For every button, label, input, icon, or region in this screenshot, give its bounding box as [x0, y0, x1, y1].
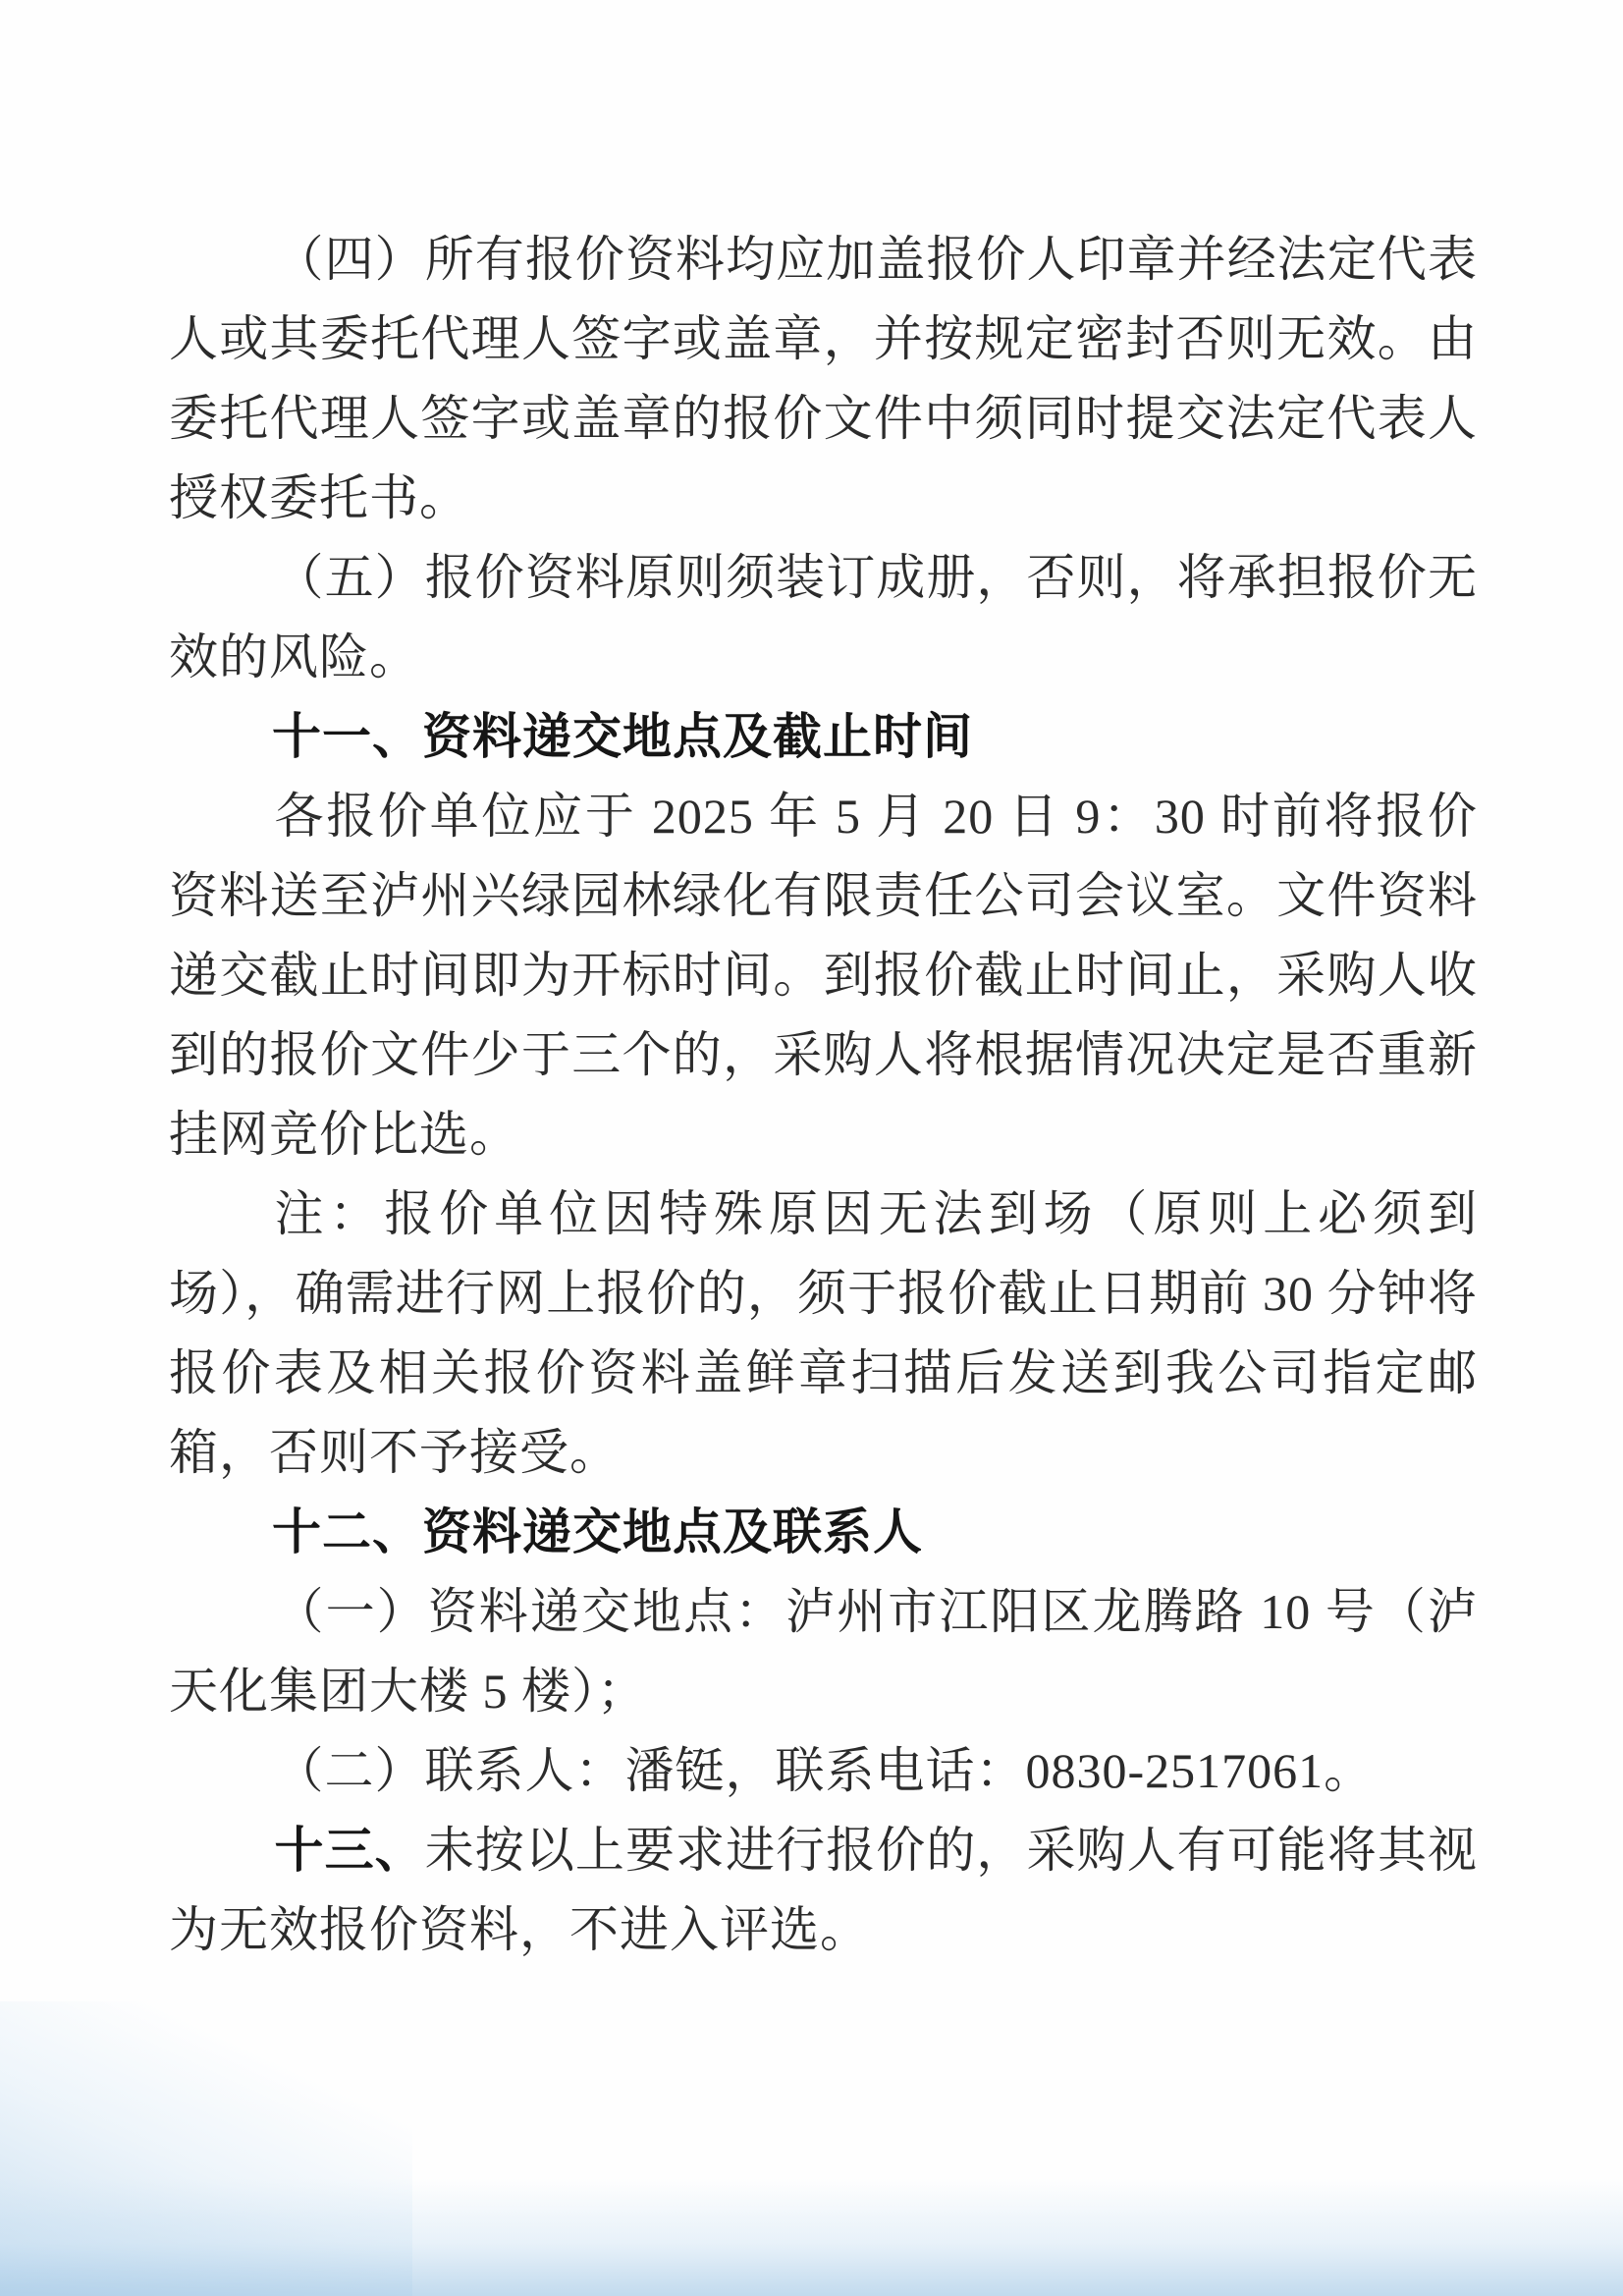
scan-artifact-bottom-tint: [0, 2178, 1623, 2296]
paragraph-section-13-invalid-quotes: [169, 1811, 1478, 1970]
paragraph-item-1-delivery-address: （一）资料递交地点：泸州市江阳区龙腾路 10 号（泸天化集团大楼 5 楼）；: [169, 1584, 1478, 1719]
section-heading-12-contact: 十二、资料递交地点及联系人: [272, 1504, 923, 1559]
paragraph-note-online-quotation: 注：报价单位因特殊原因无法到场（原则上必须到场），确需进行网上报价的，须于报价截止日期前 30 分钟将报价表及相关报价资料盖鲜章扫描后发送到我公司指定邮箱，否则不予接受。: [169, 1186, 1478, 1480]
scan-artifact-corner-tint: [0, 2001, 412, 2296]
section-heading-11-submission-deadline: 十一、资料递交地点及截止时间: [272, 709, 973, 764]
document-text-block: [169, 220, 1478, 1970]
paragraph-submission-deadline-details: 各报价单位应于 2025 年 5 月 20 日 9：30 时前将报价资料送至泸州兴绿园林绿化有限责任公司会议室。文件资料递交截止时间即为开标时间。到报价截止时间止，采购人收到的报价文件少于三个的，采购人将根据情况决定是否重新挂网竞价比选。: [169, 789, 1478, 1162]
paragraph-item-5-binding-requirement: （五）报价资料原则须装订成册，否则，将承担报价无效的风险。: [169, 550, 1478, 684]
section-13-lead-label: 十三、: [274, 1823, 425, 1878]
section-13-body-text: 未按以上要求进行报价的，采购人有可能将其视为无效报价资料，不进入评选。: [169, 1823, 1479, 1957]
paragraph-item-2-contact-person: （二）联系人：潘铤，联系电话：0830-2517061。: [274, 1743, 1375, 1798]
paragraph-item-4-seal-requirement: （四）所有报价资料均应加盖报价人印章并经法定代表人或其委托代理人签字或盖章，并按规定密封否则无效。由委托代理人签字或盖章的报价文件中须同时提交法定代表人授权委托书。: [169, 232, 1478, 525]
